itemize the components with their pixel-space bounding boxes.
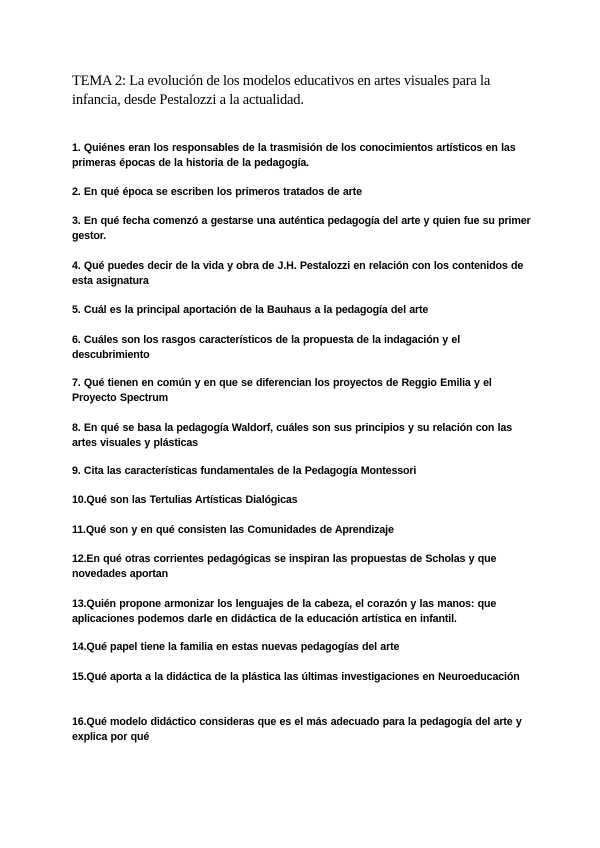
question-item: 5. Cuál es la principal aportación de la Bauhaus a la pedagogía del arte	[72, 304, 429, 316]
question-item: 10.Qué son las Tertulias Artísticas Dialógicas	[72, 494, 298, 506]
question-item: 9. Cita las características fundamentales de la Pedagogía Montessori	[72, 465, 417, 477]
question-item: 11.Qué son y en qué consisten las Comunidades de Aprendizaje	[72, 524, 394, 536]
question-item: 7. Qué tienen en común y en que se diferencian los proyectos de Reggio Emilia y el Proyecto Spectrum	[72, 377, 492, 404]
question-item: 13.Quién propone armonizar los lenguajes de la cabeza, el corazón y las manos: que aplicaciones podemos darle en didáctica de la educación artística en infantil.	[72, 598, 497, 625]
question-item: 6. Cuáles son los rasgos característicos de la propuesta de la indagación y el descubrimiento	[72, 334, 461, 361]
question-item: 15.Qué aporta a la didáctica de la plástica las últimas investigaciones en Neuroeducación	[72, 671, 520, 683]
question-item: 3. En qué fecha comenzó a gestarse una auténtica pedagogía del arte y quien fue su primer gestor.	[72, 215, 531, 242]
page-title: TEMA 2: La evolución de los modelos educativos en artes visuales para la infancia, desde Pestalozzi a la actualidad.	[72, 73, 491, 108]
question-item: 4. Qué puedes decir de la vida y obra de J.H. Pestalozzi en relación con los contenidos de esta asignatura	[72, 260, 524, 287]
question-item: 16.Qué modelo didáctico consideras que es el más adecuado para la pedagogía del arte y explica por qué	[72, 716, 522, 743]
question-item: 1. Quiénes eran los responsables de la trasmisión de los conocimientos artísticos en las primeras épocas de la historia de la pedagogía.	[72, 142, 516, 169]
question-item: 12.En qué otras corrientes pedagógicas se inspiran las propuestas de Scholas y que novedades aportan	[72, 553, 497, 580]
question-item: 14.Qué papel tiene la familia en estas nuevas pedagogías del arte	[72, 641, 400, 653]
question-item: 8. En qué se basa la pedagogía Waldorf, cuáles son sus principios y su relación con las artes visuales y plásticas	[72, 422, 512, 449]
question-item: 2. En qué época se escriben los primeros tratados de arte	[72, 186, 362, 198]
